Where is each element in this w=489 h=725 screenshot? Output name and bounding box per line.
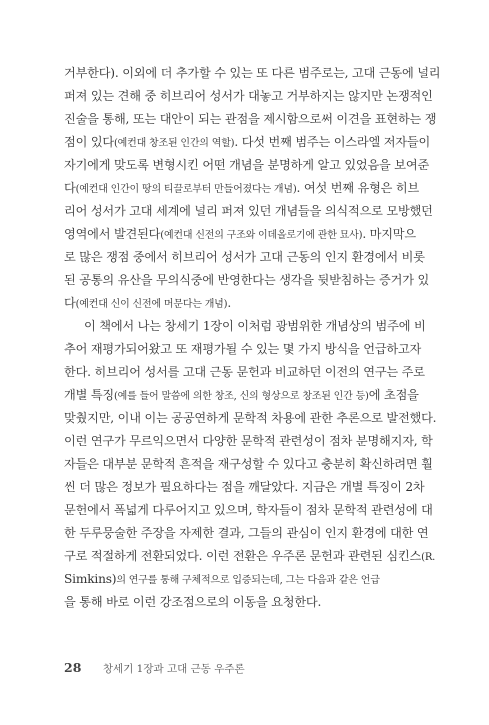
text-line [64,453,433,476]
text-line [64,292,416,315]
text-line [64,384,419,407]
text-line [64,85,433,108]
text-segment: 진술을 통해, 또는 대안이 되는 관점을 제시함으로써 이견을 표현하는 쟁 [64,112,437,126]
text-segment: 을 통해 바로 이런 강조점으로의 이동을 요청한다. [64,595,322,609]
text-line [64,246,425,269]
text-segment: 거부한다). 이외에 더 추가할 수 있는 또 다른 범주로는, 고대 근동에 널리 [64,66,441,80]
text-line [64,476,425,499]
text-segment: 에 초점을 [368,388,419,402]
running-title: 창세기 1장과 고대 근동 우주론 [102,663,245,675]
text-line [64,499,433,522]
text-segment: Simkins) [64,572,117,586]
parenthetical-note: 의 연구를 통해 구체적으로 입증되는데, 그는 다음과 같은 언급 [116,575,380,586]
text-segment: 다 [64,296,76,310]
text-line [64,338,422,361]
parenthetical-note: (예컨대 신전의 구조와 이데올로기에 관한 묘사) [160,230,363,241]
text-line [64,269,430,292]
body-text [64,62,441,614]
text-segment: 점이 있다 [64,135,114,149]
text-segment: 개별 특징 [64,388,114,402]
text-segment: . 여섯 번째 유형은 히브 [296,181,420,195]
text-segment: 자들은 대부분 문학적 흔적을 재구성할 수 있다고 충분히 확신하려면 훨 [64,457,433,471]
paragraph-1 [64,62,441,315]
page-number: 28 [64,660,82,675]
text-line [64,545,436,568]
text-line [64,223,416,246]
text-segment: 된 공통의 유산을 무의식중에 반영한다는 생각을 뒷받침하는 증거가 있 [64,273,430,287]
text-segment: 이 책에서 나는 창세기 1장이 이처럼 광범위한 개념상의 범주에 비 [84,319,426,333]
text-line [64,591,416,614]
parenthetical-note: (예컨대 신이 신전에 머문다는 개념) [75,299,228,310]
parenthetical-note: (R. [421,552,436,563]
paragraph-2 [64,315,437,614]
text-line [64,108,437,131]
text-line [64,315,426,338]
text-segment: 이런 연구가 무르익으면서 다양한 문학적 관련성이 점차 분명해지자, 학 [64,434,433,448]
text-segment: 리어 성서가 고대 세계에 널리 퍼져 있던 개념들을 의식적으로 모방했던 [64,204,433,218]
text-line [64,131,431,154]
text-line [64,62,441,85]
text-segment: 로 많은 쟁점 중에서 히브리어 성서가 고대 근동의 인지 환경에서 비롯 [64,250,425,264]
page-footer [64,660,245,676]
parenthetical-note: (예컨대 창조된 인간의 역할) [113,138,235,149]
text-segment: 영역에서 발견된다 [64,227,161,241]
text-segment: . [227,296,232,310]
text-segment: 구로 적절하게 전환되었다. 이런 전환은 우주론 문헌과 관련된 심킨스 [64,549,422,563]
text-segment: 씬 더 많은 정보가 필요하다는 점을 깨달았다. 지금은 개별 특징이 2차 [64,480,425,494]
text-segment: 다 [64,181,76,195]
parenthetical-note: (예컨대 인간이 땅의 티끌로부터 만들어졌다는 개념) [75,184,297,195]
parenthetical-note: (예를 들어 말씀에 의한 창조, 신의 형상으로 창조된 인간 등) [113,391,369,402]
text-line [64,361,425,384]
text-line [64,522,429,545]
text-segment: 한다. 히브리어 성서를 고대 근동 문헌과 비교하던 이전의 연구는 주로 [64,365,425,379]
text-segment: . 마지막으 [362,227,416,241]
text-segment: 퍼져 있는 견해 중 히브리어 성서가 대놓고 거부하지는 않지만 논쟁적인 [64,89,433,103]
text-line [64,568,416,591]
text-segment: . 다섯 번째 범주는 이스라엘 저자들이 [234,135,431,149]
text-segment: 한 두루뭉술한 주장을 자제한 결과, 그들의 관심이 인지 환경에 대한 연 [64,526,429,540]
text-line [64,430,433,453]
text-line [64,407,437,430]
text-segment: 맞췄지만, 이내 이는 공공연하게 문학적 차용에 관한 추론으로 발전했다. [64,411,437,425]
text-segment: 자기에게 맞도록 변형시킨 어떤 개념을 분명하게 알고 있었음을 보여준 [64,158,430,172]
text-segment: 문헌에서 폭넓게 다루어지고 있으며, 학자들이 점차 문학적 관련성에 대 [64,503,433,517]
text-segment: 추어 재평가되어왔고 또 재평가될 수 있는 몇 가지 방식을 언급하고자 [64,342,422,356]
text-line [64,154,430,177]
text-line [64,177,420,200]
text-line [64,200,433,223]
